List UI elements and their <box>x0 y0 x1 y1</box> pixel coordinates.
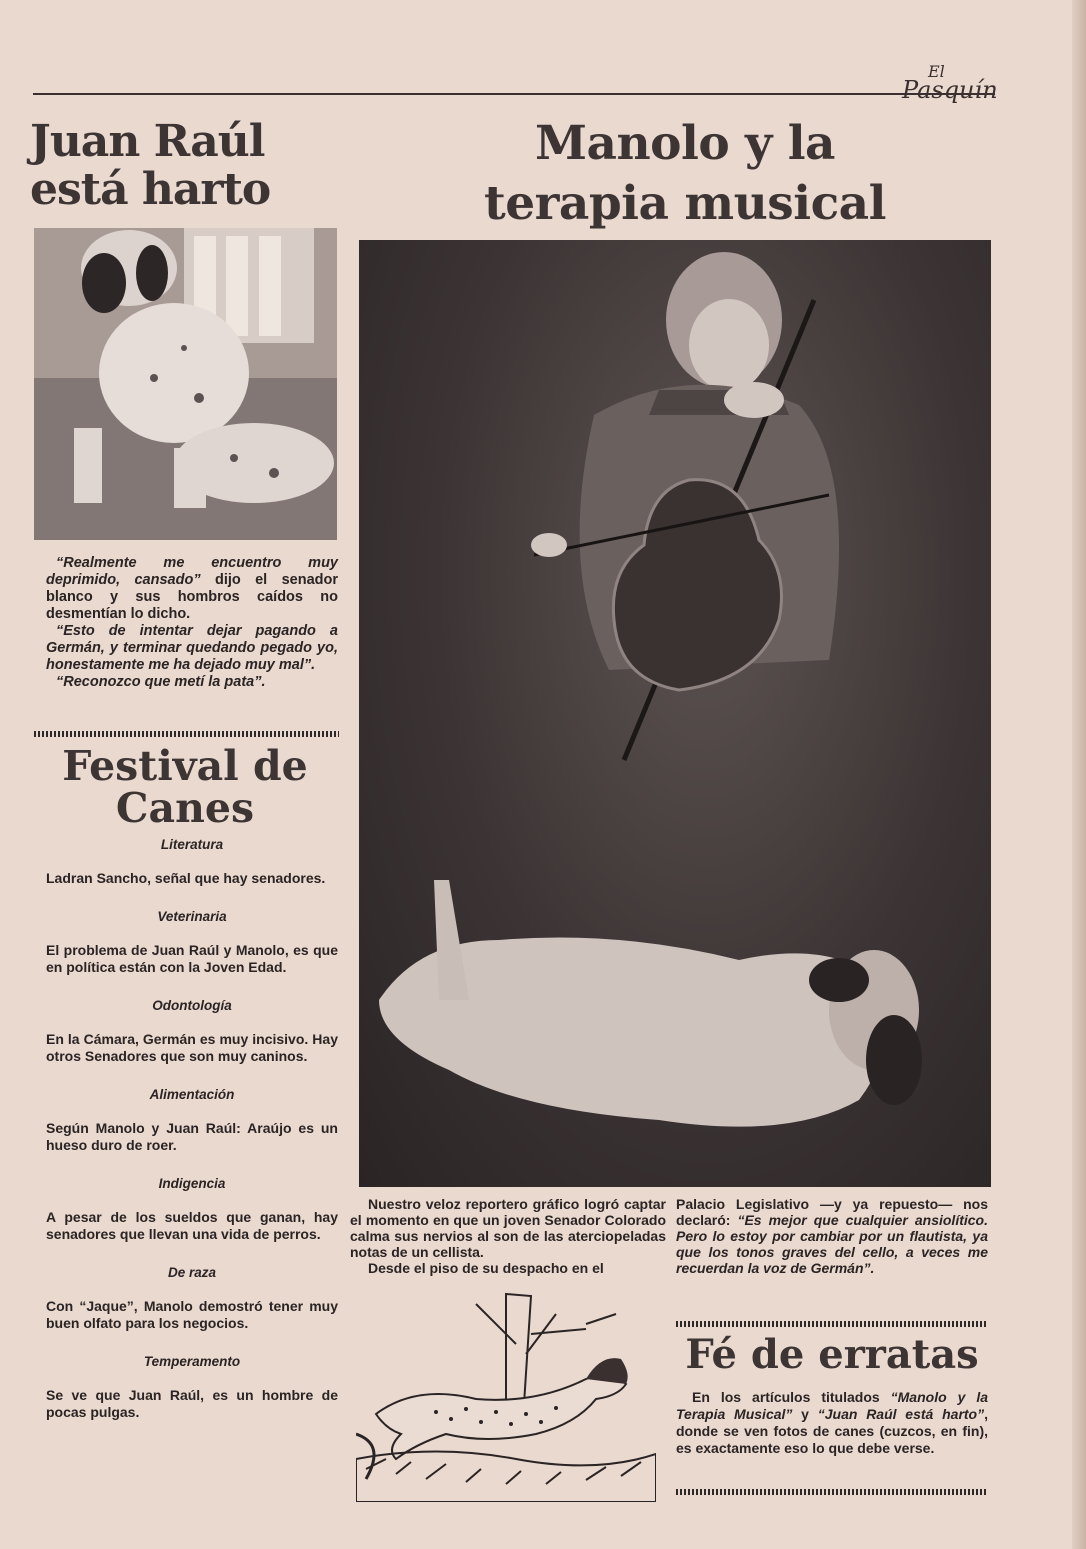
erratas-text <box>676 1389 988 1457</box>
logo-el: El <box>928 62 945 81</box>
festival-category: Temperamento <box>143 1354 241 1369</box>
caption-paragraph-2: Desde el piso de su despacho en el <box>368 1260 604 1276</box>
festival-text: Ladran Sancho, señal que hay senadores. <box>46 870 326 886</box>
page-spine <box>1072 0 1086 1549</box>
festival-text: A pesar de los sueldos que ganan, hay senadores que llevan una vida de perros. <box>46 1209 338 1242</box>
top-rule <box>33 93 995 95</box>
festival-list <box>46 836 338 1421</box>
quote-1-rest: dijo el senador blanco y sus hombros caídos no desmentían lo dicho. <box>46 572 338 622</box>
festival-text: El problema de Juan Raúl y Manolo, es que en política están con la Joven Edad. <box>46 942 338 975</box>
caption-3a: Palacio Legislativo —y ya repuesto— nos declaró: <box>676 1196 988 1228</box>
quote-paragraph-2: “Esto de intentar dejar pagando a Germán, y terminar quedando pegado yo, honestamente me ha dejado muy mal”. <box>46 623 338 673</box>
festival-text: Con “Jaque”, Manolo demostró tener muy buen olfato para los negocios. <box>46 1298 338 1331</box>
festival-text: Según Manolo y Juan Raúl: Araújo es un hueso duro de roer. <box>46 1120 338 1153</box>
headline-manolo: Manolo y la terapia musical <box>483 116 886 231</box>
caption-column-left <box>350 1196 666 1276</box>
dashed-divider <box>676 1321 988 1327</box>
quote-block <box>46 555 338 691</box>
caption-3b: “Es mejor que cualquier ansiolítico. Pero lo estoy por cambiar por un flautista, ya que los tonos graves del cello, a veces me recuerdan la voz de Germán”. <box>676 1212 988 1276</box>
festival-category: Alimentación <box>149 1087 235 1102</box>
masthead-logo <box>902 62 1012 110</box>
erratas-t3: y <box>792 1406 818 1422</box>
headline-erratas: Fé de erratas <box>685 1331 979 1378</box>
festival-category: De raza <box>167 1265 217 1280</box>
quote-paragraph-3: “Reconozco que metí la pata”. <box>56 674 266 690</box>
erratas-t4: “Juan Raúl está harto” <box>817 1406 985 1422</box>
erratas-t1: En los artículos titulados <box>692 1389 891 1405</box>
festival-category: Veterinaria <box>157 909 227 924</box>
headline-festival: Festival de Canes <box>62 742 308 832</box>
erratas-t5: , donde se ven fotos de canes (cuzcos, en fin), es exactamente eso lo que debe verse. <box>676 1406 988 1456</box>
festival-text: Se ve que Juan Raúl, es un hombre de pocas pulgas. <box>46 1387 338 1420</box>
logo-pasquin: Pasquín <box>902 76 998 104</box>
dog-photo <box>34 228 337 540</box>
caption-paragraph-1: Nuestro veloz reportero gráfico logró captar el momento en que un joven Senador Colorado calma sus nervios al son de las aterciopeladas notas de un cellista. <box>350 1196 666 1260</box>
dashed-divider <box>676 1489 988 1495</box>
quote-paragraph-1 <box>46 555 338 623</box>
caption-column-right <box>676 1196 988 1276</box>
headline-juan-raul: Juan Raúl está harto <box>30 116 271 215</box>
festival-text: En la Cámara, Germán es muy incisivo. Hay otros Senadores que son muy caninos. <box>46 1031 338 1064</box>
cellist-photo <box>359 240 991 1187</box>
dog-engraving <box>356 1284 656 1502</box>
caption-paragraph-3 <box>676 1196 988 1276</box>
festival-category: Literatura <box>160 837 224 852</box>
festival-category: Odontología <box>152 998 232 1013</box>
festival-category: Indigencia <box>158 1176 226 1191</box>
erratas-t2: “Manolo y la Terapia Musical” <box>676 1389 989 1422</box>
quote-1: “Realmente me encuentro muy deprimido, cansado” <box>46 555 338 588</box>
dashed-divider <box>34 731 339 737</box>
